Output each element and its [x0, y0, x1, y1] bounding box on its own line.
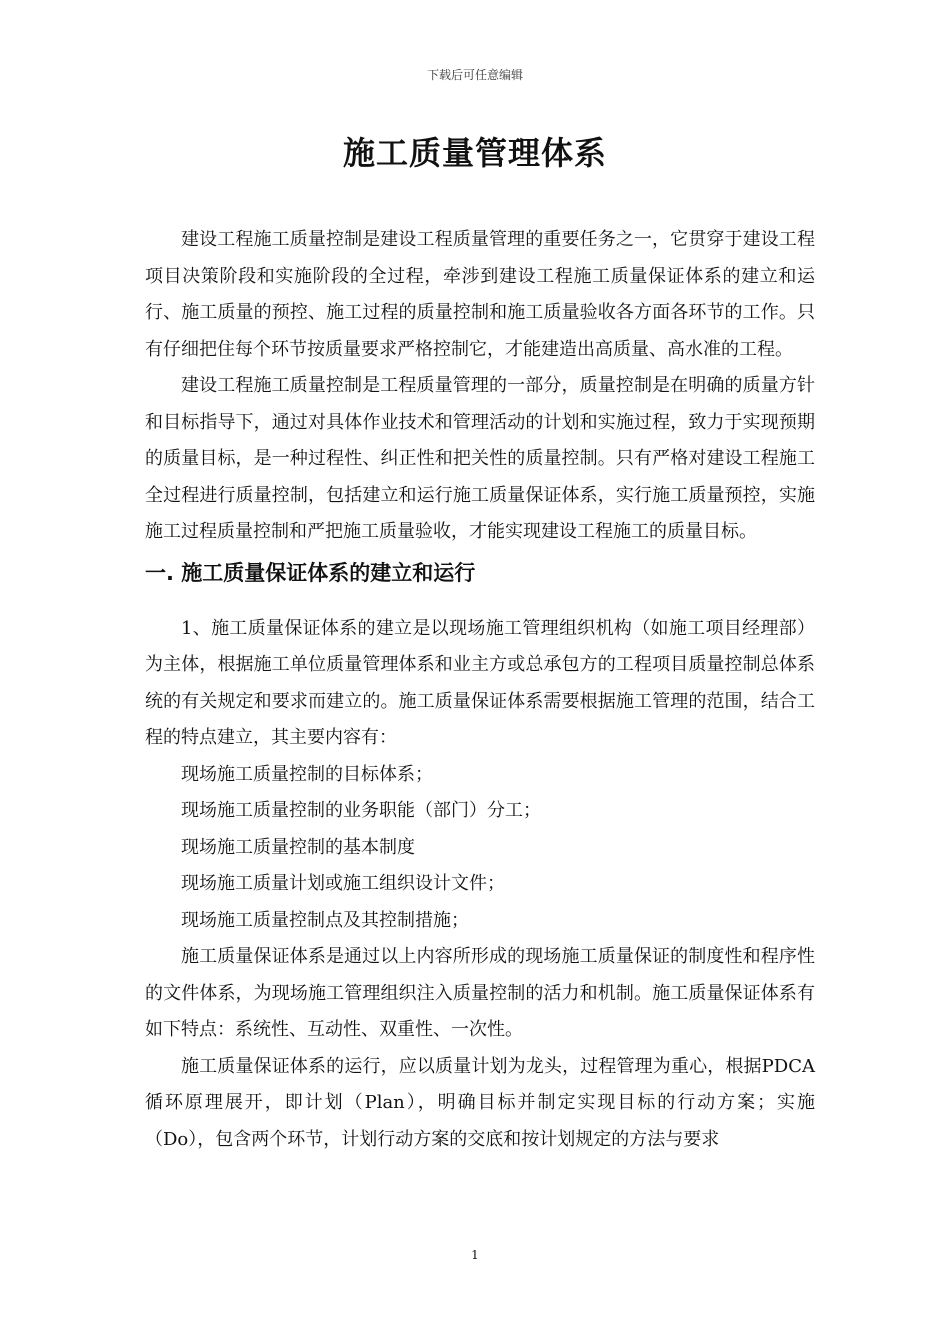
list-item: 现场施工质量控制点及其控制措施； [181, 909, 469, 931]
page-number: 1 [471, 1248, 479, 1262]
list-item: 现场施工质量控制的目标体系； [181, 763, 433, 785]
list-item: 现场施工质量控制的基本制度 [181, 836, 415, 858]
closing-paragraph-2: 施工质量保证体系的运行，应以质量计划为龙头，过程管理为重心，根据PDCA 循环原理展开，即计划（Plan），明确目标并制定实现目标的行动方案；实施（Do），包含两个环节，计划行动方案的交底和按计划规定的方法与要求 [145, 1055, 815, 1150]
content-list [145, 757, 815, 940]
document-title: 施工质量管理体系 [342, 134, 607, 172]
list-item: 现场施工质量计划或施工组织设计文件； [181, 873, 505, 894]
section-heading: 一. 施工质量保证体系的建立和运行 [145, 560, 476, 585]
section-intro-paragraph: 1、施工质量保证体系的建立是以现场施工管理组织机构（如施工项目经理部）为主体，根据施工单位质量管理体系和业主方或总承包方的工程项目质量控制总体系统的有关规定和要求而建立的。施工质量保证体系需要根据施工管理的范围，结合工程的特点建立，其主要内容有： [145, 617, 815, 748]
closing-paragraph-1: 施工质量保证体系是通过以上内容所形成的现场施工质量保证的制度性和程序性的文件体系，为现场施工管理组织注入质量控制的活力和机制。施工质量保证体系有如下特点：系统性、互动性、双重性、一次性。 [145, 946, 815, 1040]
list-item: 现场施工质量控制的业务职能（部门）分工； [181, 800, 541, 821]
document-body [145, 222, 815, 1158]
header-note: 下载后可任意编辑 [426, 68, 523, 82]
paragraph-1: 建设工程施工质量控制是建设工程质量管理的重要任务之一，它贯穿于建设工程项目决策阶段和实施阶段的全过程，牵涉到建设工程施工质量保证体系的建立和运行、施工质量的预控、施工过程的质量控制和施工质量验收各方面各环节的工作。只有仔细把住每个环节按质量要求严格控制它，才能建造出高质量、高水准的工程。 [145, 229, 815, 360]
paragraph-2: 建设工程施工质量控制是工程质量管理的一部分，质量控制是在明确的质量方针和目标指导下，通过对具体作业技术和管理活动的计划和实施过程，致力于实现预期的质量目标，是一种过程性、纠正性和把关性的质量控制。只有严格对建设工程施工全过程进行质量控制，包括建立和运行施工质量保证体系，实行施工质量预控，实施施工过程质量控制和严把施工质量验收，才能实现建设工程施工的质量目标。 [145, 375, 815, 542]
